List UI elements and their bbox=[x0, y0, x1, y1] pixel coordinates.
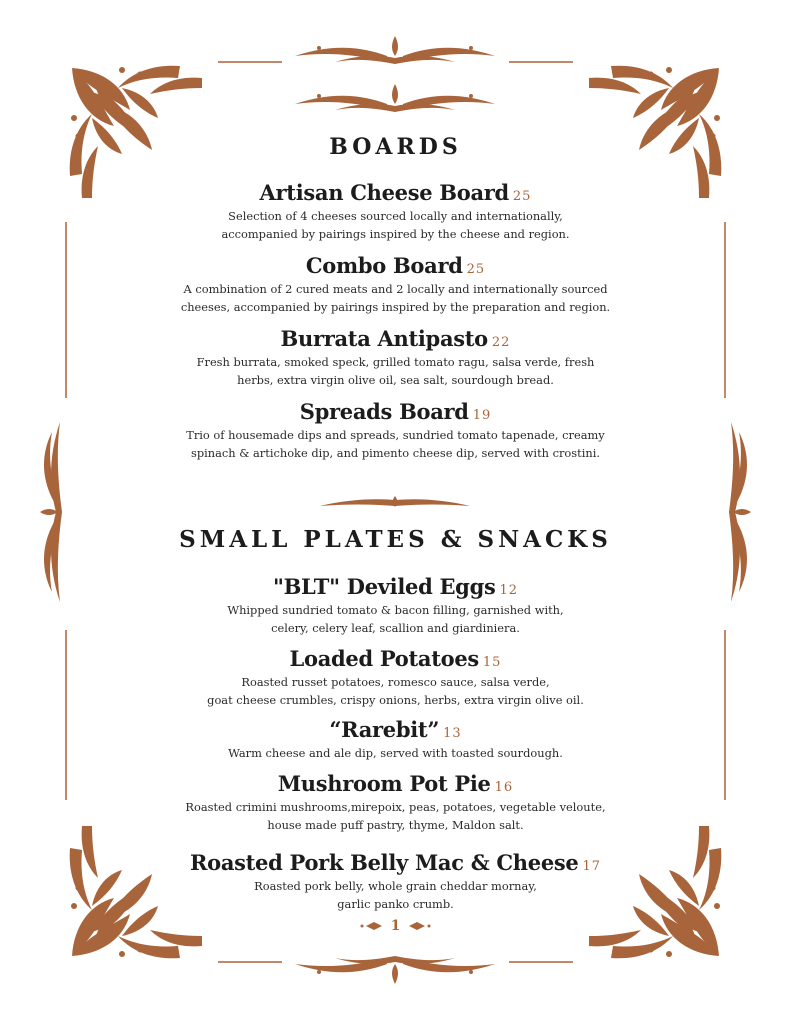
item-description-line: Selection of 4 cheeses sourced locally and internationally, bbox=[228, 209, 563, 223]
item-description bbox=[0, 674, 791, 709]
item-name: “Rarebit” bbox=[329, 717, 440, 742]
item-description bbox=[0, 281, 791, 316]
menu-item bbox=[0, 326, 791, 389]
item-description-line: Fresh burrata, smoked speck, grilled tomato ragu, salsa verde, fresh bbox=[196, 355, 595, 369]
item-description bbox=[0, 602, 791, 637]
menu-item bbox=[0, 646, 791, 709]
section-title-small-plates: SMALL PLATES & SNACKS bbox=[179, 526, 612, 553]
item-description-line: A combination of 2 cured meats and 2 locally and internationally sourced bbox=[183, 282, 608, 296]
item-name: Roasted Pork Belly Mac & Cheese bbox=[189, 850, 579, 875]
item-description-line: accompanied by pairings inspired by the cheese and region. bbox=[221, 226, 570, 241]
item-description bbox=[0, 799, 791, 834]
item-price: 22 bbox=[491, 335, 511, 350]
item-price: 25 bbox=[512, 189, 532, 204]
item-description-line: celery, celery leaf, scallion and giardiniera. bbox=[271, 620, 520, 635]
item-price: 16 bbox=[494, 780, 514, 795]
menu-item bbox=[0, 850, 791, 913]
item-description-line: garlic panko crumb. bbox=[337, 896, 454, 911]
item-description-line: Trio of housemade dips and spreads, sundried tomato tapenade, creamy bbox=[186, 428, 605, 442]
section-title-boards: BOARDS bbox=[329, 134, 462, 160]
item-description-line: cheeses, accompanied by pairings inspired by the preparation and region. bbox=[180, 299, 611, 314]
item-name: Mushroom Pot Pie bbox=[277, 771, 491, 796]
item-description-line: Whipped sundried tomato & bacon filling, garnished with, bbox=[227, 603, 564, 617]
item-price: 15 bbox=[482, 655, 502, 670]
item-description bbox=[0, 745, 791, 763]
item-name: Loaded Potatoes bbox=[289, 646, 479, 671]
item-description bbox=[0, 354, 791, 389]
item-description-line: herbs, extra virgin olive oil, sea salt, sourdough bread. bbox=[237, 372, 554, 387]
menu-item bbox=[0, 771, 791, 834]
item-description bbox=[0, 427, 791, 462]
item-description bbox=[0, 208, 791, 243]
item-description-line: Warm cheese and ale dip, served with toasted sourdough. bbox=[228, 746, 563, 760]
page-number: 1 bbox=[390, 918, 401, 934]
item-name: Burrata Antipasto bbox=[280, 326, 488, 351]
item-description bbox=[0, 878, 791, 913]
item-price: 17 bbox=[582, 859, 602, 874]
item-description-line: house made puff pastry, thyme, Maldon salt. bbox=[267, 817, 524, 832]
menu-item bbox=[0, 180, 791, 243]
menu-item bbox=[0, 253, 791, 316]
menu-item bbox=[0, 574, 791, 637]
item-description-line: Roasted pork belly, whole grain cheddar mornay, bbox=[254, 879, 537, 893]
item-price: 12 bbox=[499, 583, 519, 598]
item-name: Artisan Cheese Board bbox=[259, 180, 509, 205]
item-price: 25 bbox=[466, 262, 486, 277]
item-name: Spreads Board bbox=[299, 399, 469, 424]
item-name: "BLT" Deviled Eggs bbox=[272, 574, 496, 599]
item-name: Combo Board bbox=[305, 253, 463, 278]
item-price: 19 bbox=[472, 408, 492, 423]
item-description-line: goat cheese crumbles, crispy onions, herbs, extra virgin olive oil. bbox=[207, 692, 584, 707]
menu-item bbox=[0, 399, 791, 462]
item-description-line: spinach & artichoke dip, and pimento cheese dip, served with crostini. bbox=[191, 445, 600, 460]
item-price: 13 bbox=[443, 726, 462, 741]
item-description-line: Roasted russet potatoes, romesco sauce, salsa verde, bbox=[241, 675, 550, 689]
item-description-line: Roasted crimini mushrooms,mirepoix, peas, potatoes, vegetable veloute, bbox=[185, 800, 606, 814]
menu-item bbox=[0, 717, 791, 763]
